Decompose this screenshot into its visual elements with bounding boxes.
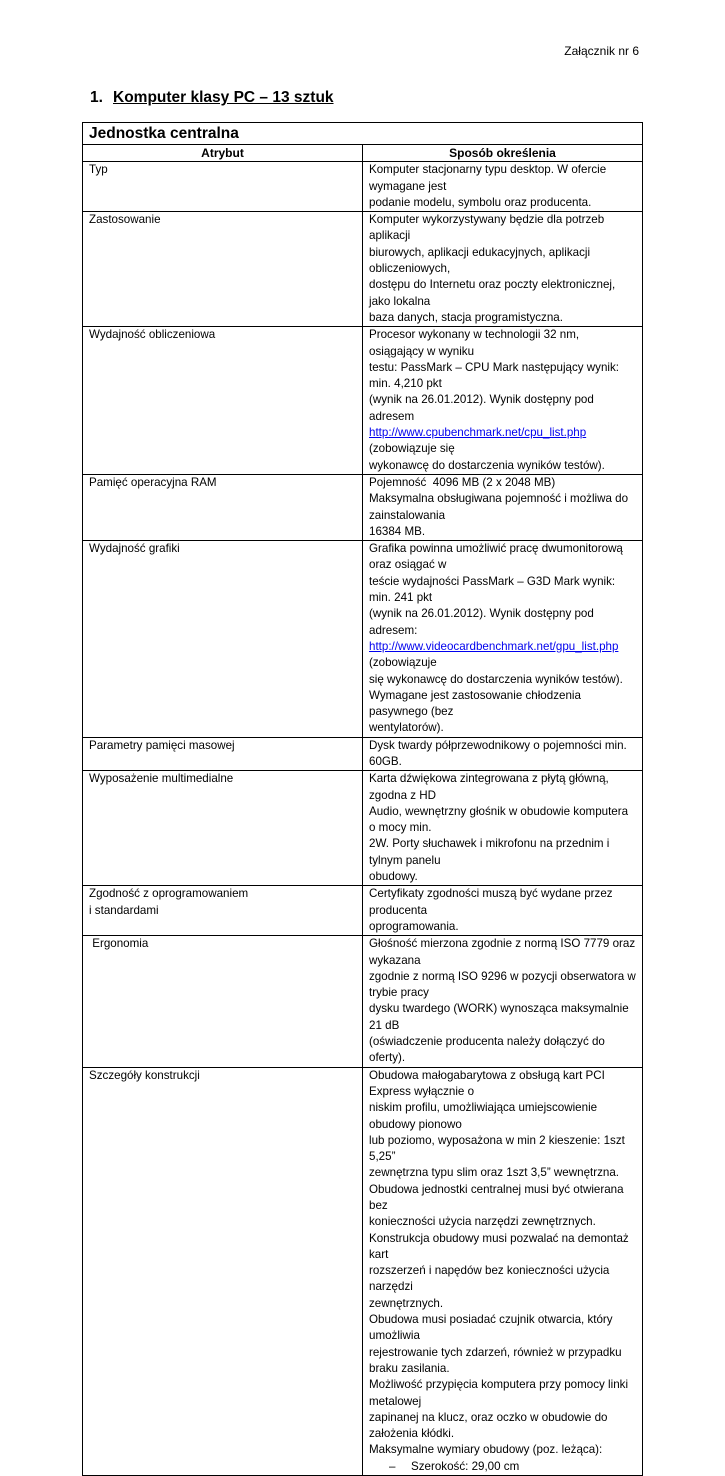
value-line: testu: PassMark – CPU Mark następujący wynik: min. 4,210 pkt [369, 360, 619, 391]
value-line: Komputer stacjonarny typu desktop. W ofercie wymagane jest [369, 163, 607, 193]
annex-label: Załącznik nr 6 [564, 44, 639, 58]
value-line: obudowy. [369, 870, 418, 884]
attr-cell: Pamięć operacyjna RAM [83, 474, 363, 540]
attr-cell [83, 886, 363, 936]
value-line: niskim profilu, umożliwiająca umiejscowienie obudowy pionowo [369, 1101, 598, 1131]
value-line [369, 639, 636, 672]
value-line: 16384 MB. [369, 524, 426, 538]
value-line: Grafika powinna umożliwić pracę dwumonitorową oraz osiągać w [369, 542, 623, 572]
value-line: Wymagane jest zastosowanie chłodzenia pasywnego (bez [369, 688, 581, 719]
value-line: Certyfikaty zgodności muszą być wydane przez producenta [369, 887, 613, 917]
attr-cell: Wyposażenie multimedialne [83, 771, 363, 886]
value-cell [363, 936, 643, 1067]
table-row [83, 212, 643, 327]
value-cell [363, 771, 643, 886]
section-heading [90, 89, 334, 107]
value-line: Pojemność 4096 MB (2 x 2048 MB) [369, 475, 556, 489]
gpu-benchmark-link[interactable]: http://www.videocardbenchmark.net/gpu_list.php [369, 639, 619, 653]
value-line: Obudowa musi posiadać czujnik otwarcia, który umożliwia [369, 1313, 613, 1343]
value-line: baza danych, stacja programistyczna. [369, 310, 563, 324]
value-line: Możliwość przypięcia komputera przy pomocy linki metalowej [369, 1378, 629, 1408]
attr-cell: Wydajność grafiki [83, 541, 363, 738]
value-line: rejestrowanie tych zdarzeń, również w przypadku braku zasilania. [369, 1345, 622, 1375]
link-suffix: (zobowiązuje [369, 656, 437, 670]
value-cell [363, 886, 643, 936]
value-line: się wykonawcę do dostarczenia wyników testów). [369, 672, 623, 686]
heading-text: Komputer klasy PC – 13 sztuk [113, 89, 334, 106]
value-line: rozszerzeń i napędów bez konieczności użycia narzędzi [369, 1264, 610, 1294]
table-row [83, 936, 643, 1067]
attr-cell: Wydajność obliczeniowa [83, 327, 363, 475]
value-line [369, 425, 636, 458]
value-line: Komputer wykorzystywany będzie dla potrzeb aplikacji [369, 213, 605, 243]
value-line: Maksymalne wymiary obudowy (poz. leżąca): [369, 1443, 603, 1457]
table-row [83, 541, 643, 738]
dash-bullet: – [389, 1459, 396, 1473]
value-line: biurowych, aplikacji edukacyjnych, aplikacji obliczeniowych, [369, 245, 591, 276]
value-line: (oświadczenie producenta należy dołączyć do oferty). [369, 1035, 605, 1065]
value-cell [363, 212, 643, 327]
column-header-method: Sposób określenia [363, 145, 643, 162]
value-line: zapinanej na klucz, oraz oczko w obudowie do założenia kłódki. [369, 1410, 608, 1441]
value-line: Maksymalna obsługiwana pojemność i możliwa do zainstalowania [369, 492, 629, 522]
value-line: zewnętrzna typu slim oraz 1szt 3,5” wewnętrzna. [369, 1166, 620, 1180]
value-line: Procesor wykonany w technologii 32 nm, osiągający w wyniku [369, 328, 580, 358]
value-cell [363, 737, 643, 771]
attr-line: Zgodność z oprogramowaniem [89, 887, 249, 901]
value-line: podanie modelu, symbolu oraz producenta. [369, 195, 592, 209]
value-cell [363, 327, 643, 475]
value-cell [363, 541, 643, 738]
heading-number: 1. [90, 89, 103, 106]
value-line: dostępu do Internetu oraz poczty elektronicznej, jako lokalna [369, 278, 616, 308]
table-row [83, 771, 643, 886]
value-line: 2W. Porty słuchawek i mikrofonu na przednim i tylnym panelu [369, 837, 610, 867]
attr-cell: Parametry pamięci masowej [83, 737, 363, 771]
bullet-item [369, 1459, 636, 1475]
attr-cell: Ergonomia [83, 936, 363, 1067]
cpu-benchmark-link[interactable]: http://www.cpubenchmark.net/cpu_list.php [369, 426, 587, 440]
value-line: Obudowa małogabarytowa z obsługą kart PCI Express wyłącznie o [369, 1068, 605, 1098]
attr-cell: Szczegóły konstrukcji [83, 1067, 363, 1475]
value-line: konieczności użycia narzędzi zewnętrznych. [369, 1215, 596, 1229]
value-line: (wynik na 26.01.2012). Wynik dostępny pod adresem: [369, 607, 594, 637]
table-row [83, 162, 643, 212]
value-line: teście wydajności PassMark – G3D Mark wynik: min. 241 pkt [369, 574, 616, 605]
value-line: Głośność mierzona zgodnie z normą ISO 7779 oraz wykazana [369, 937, 636, 967]
table-row [83, 1067, 643, 1475]
bullet-text: Szerokość: 29,00 cm [411, 1459, 520, 1473]
value-line: wentylatorów). [369, 721, 444, 735]
value-line: (wynik na 26.01.2012). Wynik dostępny pod adresem [369, 393, 594, 423]
attr-cell: Zastosowanie [83, 212, 363, 327]
value-line: Obudowa jednostki centralnej musi być otwierana bez [369, 1182, 624, 1212]
value-line: Karta dźwiękowa zintegrowana z płytą główną, zgodna z HD [369, 772, 609, 802]
attr-line: i standardami [89, 903, 159, 917]
value-cell [363, 162, 643, 212]
column-header-attribute: Atrybut [83, 145, 363, 162]
value-cell [363, 1067, 643, 1475]
value-cell [363, 474, 643, 540]
value-line: oprogramowania. [369, 919, 459, 933]
value-line: Dysk twardy półprzewodnikowy o pojemności min. 60GB. [369, 738, 627, 768]
value-line: wykonawcę do dostarczenia wyników testów). [369, 458, 605, 472]
value-line: Konstrukcja obudowy musi pozwalać na demontaż kart [369, 1231, 629, 1261]
value-line: lub poziomo, wyposażona w min 2 kieszenie: 1szt 5,25” [369, 1133, 625, 1164]
table-row [83, 327, 643, 475]
table-row [83, 474, 643, 540]
attr-cell: Typ [83, 162, 363, 212]
table-row [83, 737, 643, 771]
value-line: Audio, wewnętrzny głośnik w obudowie komputera o mocy min. [369, 804, 629, 835]
spec-table [82, 122, 643, 1476]
value-line: dysku twardego (WORK) wynosząca maksymalnie 21 dB [369, 1002, 629, 1032]
value-line: zgodnie z normą ISO 9296 w pozycji obserwatora w trybie pracy [369, 969, 636, 1000]
link-suffix: (zobowiązuje się [369, 442, 455, 456]
table-row [83, 886, 643, 936]
table-section-title: Jednostka centralna [83, 123, 643, 145]
value-line: zewnętrznych. [369, 1296, 444, 1310]
